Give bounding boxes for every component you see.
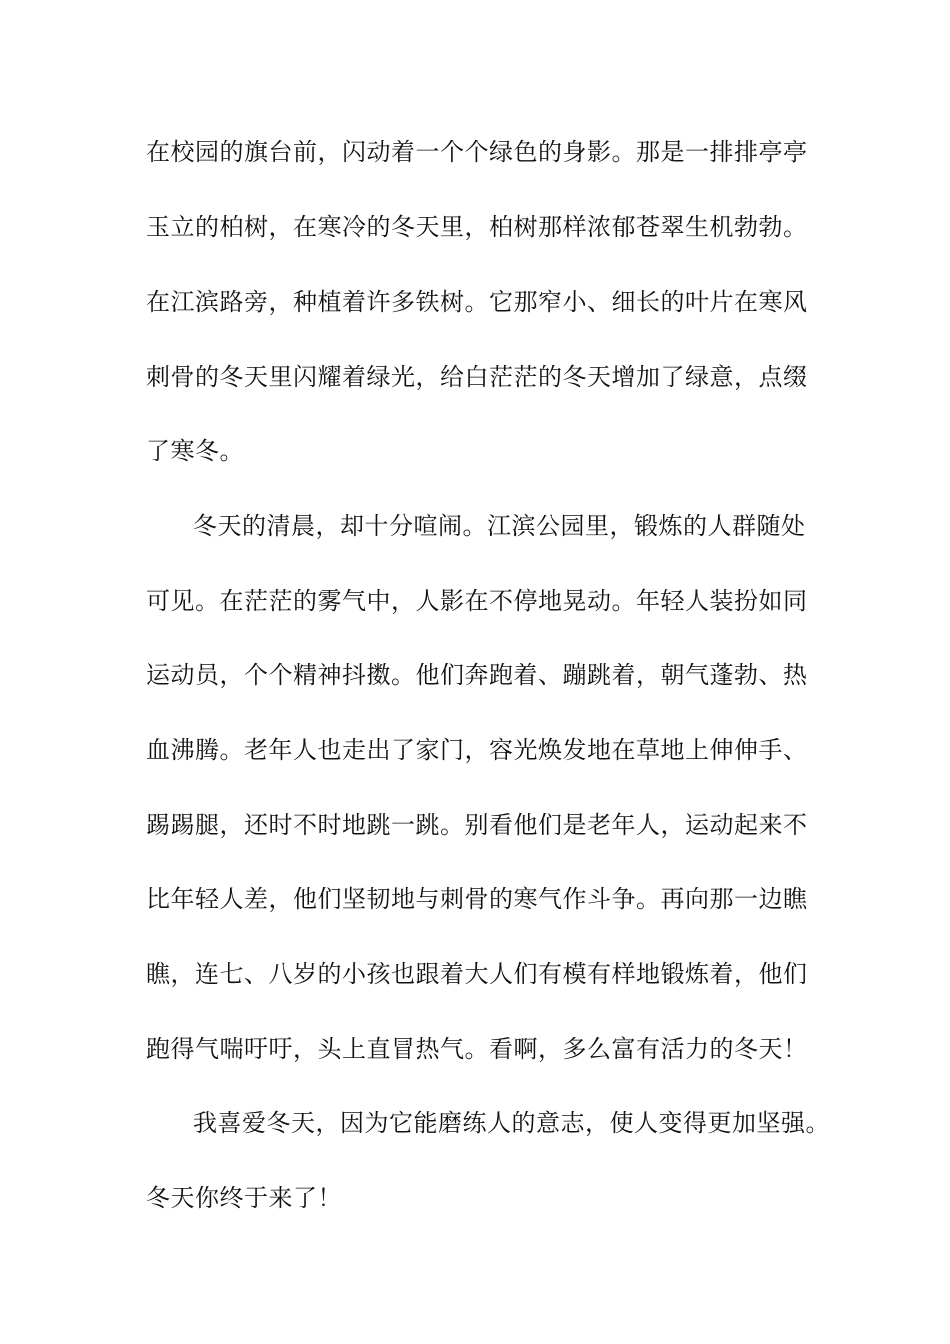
text-line: 比年轻人差，他们坚韧地与刺骨的寒气作斗争。再向那一边瞧	[146, 885, 808, 913]
text-line: 冬天你终于来了！	[146, 1184, 342, 1212]
text-line: 了寒冬。	[146, 437, 244, 465]
text-line: 玉立的柏树，在寒冷的冬天里，柏树那样浓郁苍翠生机勃勃。	[146, 213, 808, 241]
text-line: 可见。在茫茫的雾气中，人影在不停地晃动。年轻人装扮如同	[146, 587, 808, 615]
text-line: 血沸腾。老年人也走出了家门，容光焕发地在草地上伸伸手、	[146, 736, 808, 764]
text-line: 我喜爱冬天，因为它能磨练人的意志，使人变得更加坚强。	[193, 1109, 830, 1137]
text-line: 运动员，个个精神抖擞。他们奔跑着、蹦跳着，朝气蓬勃、热	[146, 661, 808, 689]
text-line: 刺骨的冬天里闪耀着绿光，给白茫茫的冬天增加了绿意，点缀	[146, 363, 808, 391]
text-line: 踢踢腿，还时不时地跳一跳。别看他们是老年人，运动起来不	[146, 811, 808, 839]
text-line: 在校园的旗台前，闪动着一个个绿色的身影。那是一排排亭亭	[146, 138, 808, 166]
text-line: 冬天的清晨，却十分喧闹。江滨公园里，锻炼的人群随处	[193, 512, 806, 540]
text-line: 在江滨路旁，种植着许多铁树。它那窄小、细长的叶片在寒风	[146, 288, 808, 316]
text-line: 瞧，连七、八岁的小孩也跟着大人们有模有样地锻炼着，他们	[146, 960, 808, 988]
text-line: 跑得气喘吁吁，头上直冒热气。看啊，多么富有活力的冬天！	[146, 1035, 808, 1063]
